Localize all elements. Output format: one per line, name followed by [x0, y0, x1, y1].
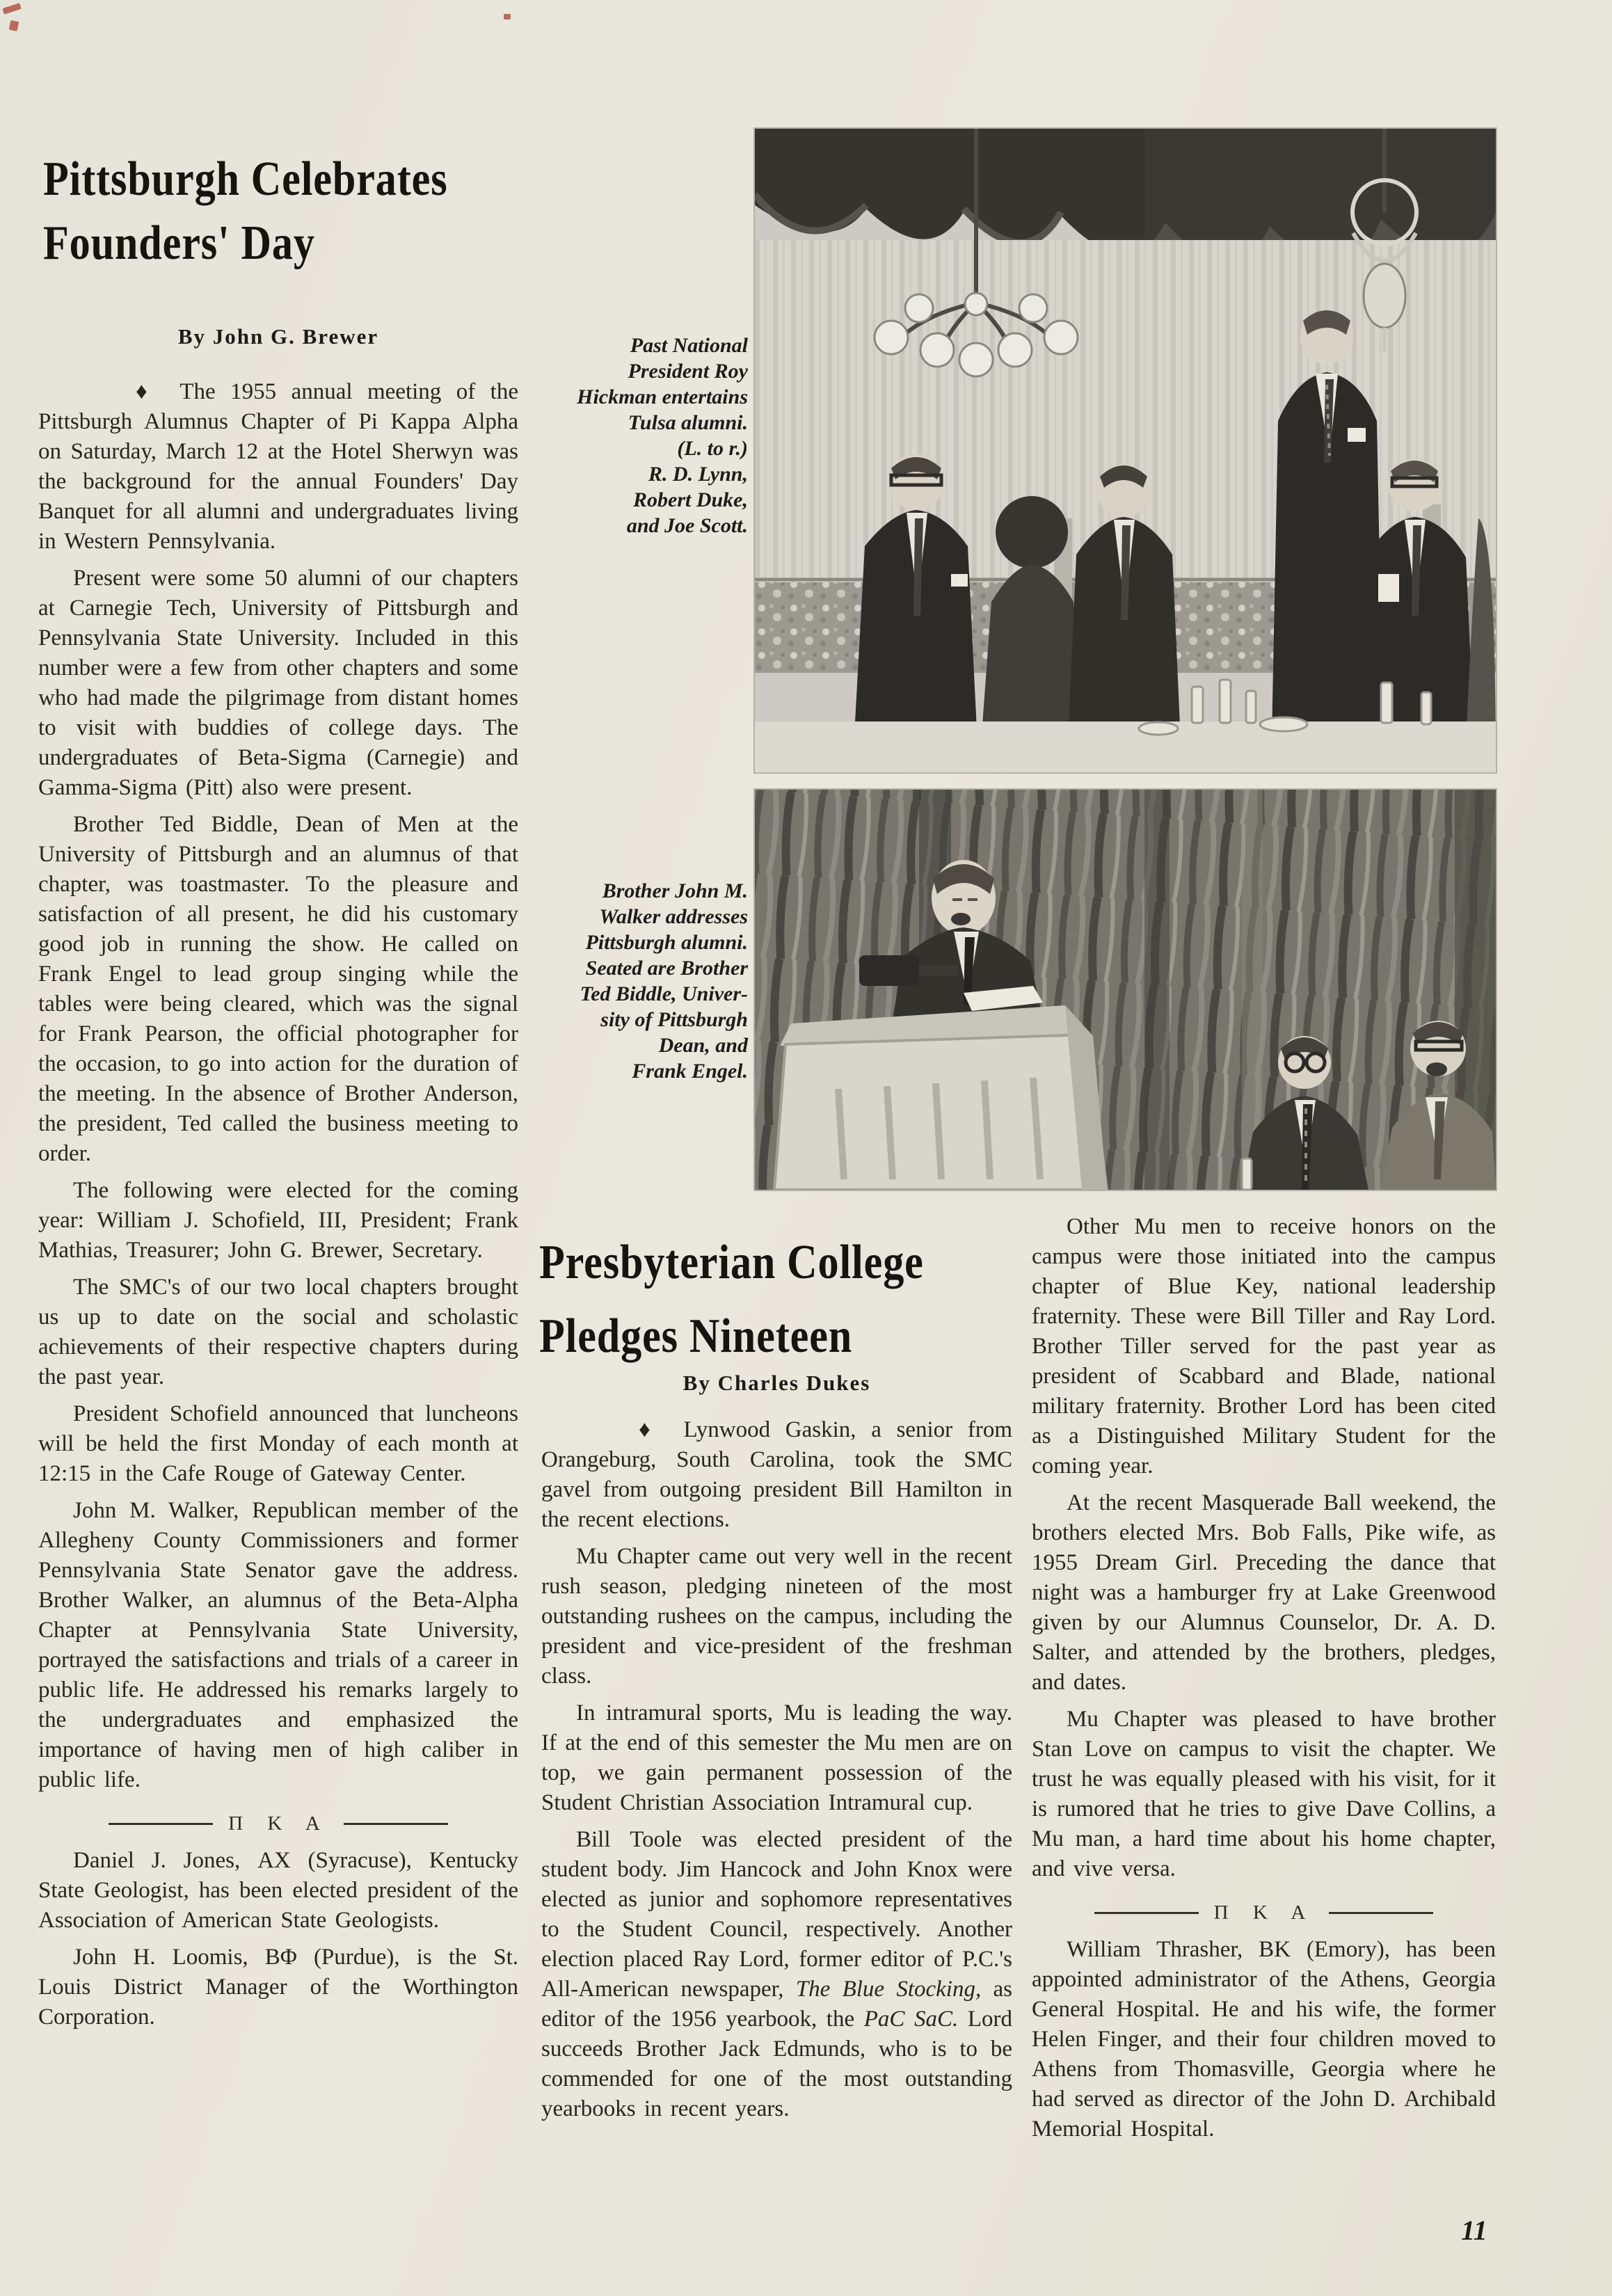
paragraph	[38, 377, 518, 557]
text-run: ♦ The 1955 annual meeting of the Pittsburgh Alumnus Chapter of Pi Kappa Alpha on Saturday, March 12 at the Hotel Sherwyn was the background for the annual Founders' Day Banquet for all alumni and undergraduates living in Western Pennsylvania.	[38, 379, 518, 554]
scan-mark	[9, 20, 19, 31]
text-run: ♦ Lynwood Gaskin, a senior from Orangeburg, South Carolina, took the SMC gavel from outgoing president Bill Hamilton in the recent elections.	[541, 1417, 1012, 1532]
caption-line	[536, 461, 748, 487]
title-line: Presbyterian College	[539, 1236, 924, 1289]
text-run: Daniel J. Jones, ΑΧ (Syracuse), Kentucky State Geologist, has been elected president of the Association of American State Geologists.	[38, 1848, 518, 1933]
text-run: Lord succeeds Brother Jack Edmunds, who is to be commended for one of the most outstanding yearbooks in recent years.	[541, 2007, 1012, 2121]
text-run: (L. to r.)	[677, 437, 748, 460]
paragraph	[1032, 1935, 1496, 2144]
paragraph	[541, 1415, 1012, 1535]
caption-line	[536, 878, 748, 904]
text-run: John M. Walker, Republican member of the Allegheny County Commissioners and former Pennsylvania State Senator gave the address. Brother Walker, an alumnus of the Beta-Alpha Chapter at Pennsylvania State University, portrayed the satisfactions and trials of a career in public life. He addressed his remarks largely to the undergraduates and emphasized the importance of having men of high caliber in public life.	[38, 1498, 518, 1792]
italic-text: PaC SaC.	[863, 2007, 959, 2032]
scan-mark	[504, 14, 511, 19]
podium-photo	[755, 790, 1496, 1190]
text-run: In intramural sports, Mu is leading the way. If at the end of this semester the Mu men are on top, we gain permanent possession of the Student Christian Association Intramural cup.	[541, 1700, 1012, 1815]
text-run: Brother John M.	[602, 879, 748, 902]
banquet-photo	[755, 129, 1496, 772]
text-run: Π Κ Α	[228, 1812, 328, 1835]
text-run: Pittsburgh alumni.	[585, 931, 748, 954]
paragraph	[1032, 1488, 1496, 1698]
caption-line	[536, 384, 748, 410]
left-column-body	[38, 377, 518, 2032]
paragraph	[38, 1496, 518, 1795]
text-run: Past National	[630, 334, 748, 357]
text-run: President Schofield announced that luncheons will be held the first Monday of each month at 12:15 in the Cafe Rouge of Gateway Center.	[38, 1401, 518, 1486]
text-run: Brother Ted Biddle, Dean of Men at the University of Pittsburgh and an alumnus of that chapter, was toastmaster. To the pleasure and satisfaction of all present, he did his customary good job in running the show. He called on Frank Engel to lead group singing while the tables were being cleared, which was the signal for Frank Pearson, the official photographer for the occasion, to go into action for the duration of the meeting. In the absence of Brother Anderson, the president, Ted called the business meeting to order.	[38, 812, 518, 1166]
title-line: Pledges Nineteen	[539, 1309, 853, 1363]
caption-line	[536, 410, 748, 436]
paragraph	[38, 1943, 518, 2032]
caption-bottom-photo	[536, 878, 748, 1084]
paragraph	[38, 1399, 518, 1489]
paragraph	[38, 1273, 518, 1392]
scan-mark	[2, 3, 22, 15]
podium-photo-art	[755, 790, 1496, 1190]
text-run: Seated are Brother	[585, 957, 748, 980]
middle-column-body	[541, 1415, 1012, 2124]
text-run: The following were elected for the coming year: William J. Schofield, III, President; Frank Mathias, Treasurer; John G. Brewer, Secretary.	[38, 1178, 518, 1263]
banquet-photo-art	[755, 129, 1496, 772]
caption-line	[536, 1007, 748, 1033]
text-run: President Roy	[628, 360, 748, 383]
paragraph	[541, 1825, 1012, 2124]
caption-line	[536, 930, 748, 955]
text-run: sity of Pittsburgh	[600, 1008, 748, 1031]
text-run: Other Mu men to receive honors on the campus were those initiated into the campus chapter of Blue Key, national leadership fraternity. These were Bill Tiller and Ray Lord. Brother Tiller served for the past year as president of Scabbard and Blade, national military fraternity. Brother Lord has been cited as a Distinguished Military Student for the coming year.	[1032, 1214, 1496, 1478]
caption-line	[536, 1058, 748, 1084]
text-run: Mu Chapter came out very well in the recent rush season, pledging nineteen of the most outstanding rushees on the campus, including the president and vice-president of the freshman class.	[541, 1544, 1012, 1689]
paragraph	[1032, 1705, 1496, 1884]
caption-line	[536, 333, 748, 358]
text-run: At the recent Masquerade Ball weekend, the brothers elected Mrs. Bob Falls, Pike wife, as 1955 Dream Girl. Preceding the dance that night was a hamburger fry at Lake Greenwood given by our Alumnus Counselor, Dr. A. D. Salter, and attended by the brothers, pledges, and dates.	[1032, 1490, 1496, 1695]
caption-line	[536, 1033, 748, 1058]
text-run: Hickman entertains	[577, 385, 748, 408]
text-run: The SMC's of our two local chapters brought us up to date on the social and scholastic achievements of their respective chapters during the past year.	[38, 1275, 518, 1389]
byline-middle: By Charles Dukes	[683, 1371, 871, 1395]
text-run: Mu Chapter was pleased to have brother Stan Love on campus to visit the chapter. We trust he was equally pleased with his visit, for it is rumored that he tries to give Dave Collins, a Mu man, a hard time about his home chapter, and vive versa.	[1032, 1707, 1496, 1881]
title-line: Founders' Day	[43, 216, 315, 270]
caption-top-photo	[536, 333, 748, 539]
text-run: Bill Toole was elected president of the student body. Jim Hancock and John Knox were elected as junior and sophomore representatives to the Student Council, respectively. Another election placed Ray Lord, former editor of P.C.'s All-American newspaper,	[541, 1827, 1012, 2002]
text-run: William Thrasher, ΒΚ (Emory), has been appointed administrator of the Athens, Georgia General Hospital. He and his wife, the former Helen Finger, and their four children moved to Athens from Thomasville, Georgia where he had served as director of the John D. Archibald Memorial Hospital.	[1032, 1937, 1496, 2142]
paragraph	[38, 1809, 518, 1839]
byline-left: By John G. Brewer	[177, 324, 379, 349]
right-column-body	[1032, 1212, 1496, 2144]
text-run: R. D. Lynn,	[648, 463, 748, 486]
paragraph	[38, 810, 518, 1169]
text-run: Robert Duke,	[633, 488, 748, 511]
paragraph	[38, 1176, 518, 1266]
paragraph	[1032, 1898, 1496, 1928]
caption-line	[536, 981, 748, 1007]
text-run: as editor of the 1956 yearbook, the	[541, 1977, 1012, 2032]
caption-line	[536, 358, 748, 384]
caption-line	[536, 955, 748, 981]
text-run: Π Κ Α	[1213, 1902, 1314, 1924]
text-run: Present were some 50 alumni of our chapters at Carnegie Tech, University of Pittsburgh and Pennsylvania State University. Included in this number were a few from other chapters and some who had made the pilgrimage from distant homes to visit with buddies of college days. The undergraduates of Beta-Sigma (Carnegie) and Gamma-Sigma (Pitt) also were present.	[38, 566, 518, 800]
page-number: 11	[1461, 2215, 1487, 2246]
paragraph	[38, 1846, 518, 1936]
text-run: John H. Loomis, ΒΦ (Purdue), is the St. Louis District Manager of the Worthington Corporation.	[38, 1945, 518, 2030]
paragraph	[1032, 1212, 1496, 1481]
paragraph	[38, 564, 518, 803]
title-line: Pittsburgh Celebrates	[43, 152, 448, 206]
text-run: Frank Engel.	[632, 1060, 748, 1083]
caption-line	[536, 904, 748, 930]
article-title-presbyterian	[539, 1226, 924, 1373]
caption-line	[536, 513, 748, 539]
text-run: Tulsa alumni.	[628, 411, 748, 434]
text-run: Dean, and	[658, 1034, 748, 1057]
paragraph	[541, 1542, 1012, 1691]
article-title-pittsburgh	[43, 148, 448, 276]
caption-line	[536, 487, 748, 513]
caption-line	[536, 436, 748, 461]
text-run: and Joe Scott.	[626, 514, 748, 537]
text-run: Ted Biddle, Univer-	[580, 982, 748, 1005]
paragraph	[541, 1698, 1012, 1818]
text-run: Walker addresses	[599, 905, 748, 928]
italic-text: The Blue Stocking,	[795, 1977, 982, 2002]
